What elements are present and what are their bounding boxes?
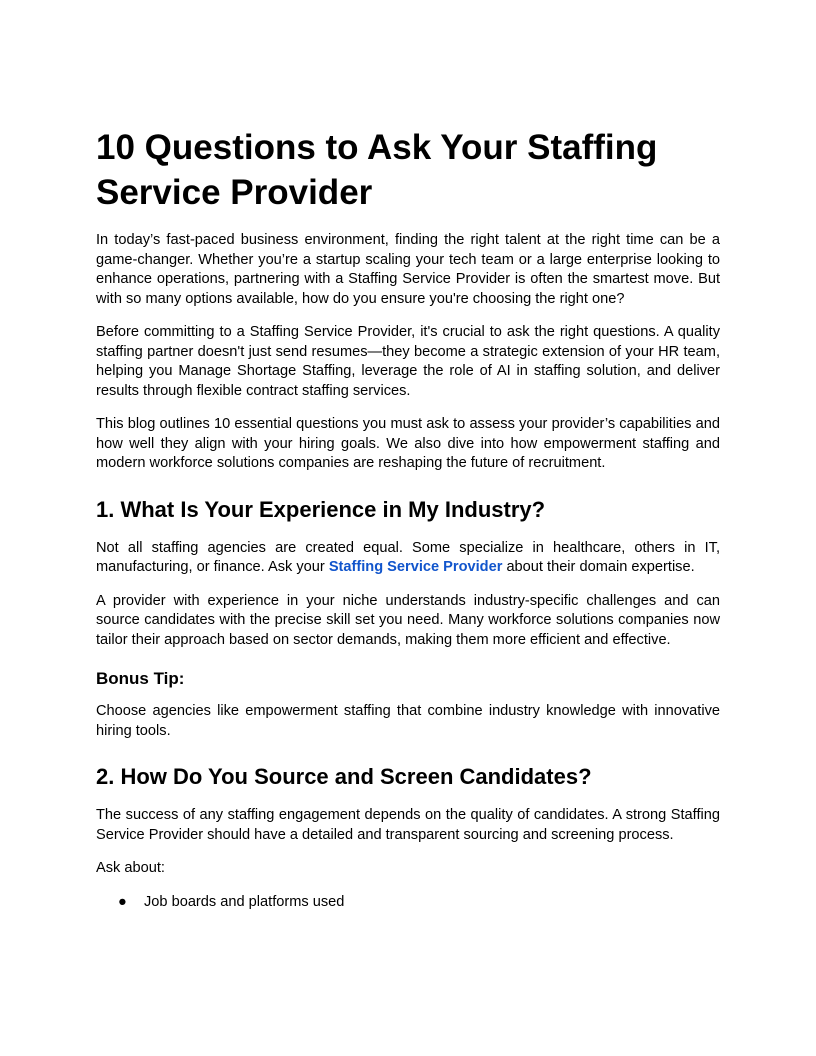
list-item-text: Job boards and platforms used [144,893,345,910]
intro-paragraph-2: Before committing to a Staffing Service Provider, it's crucial to ask the right questions. A quality staffing partner doesn't just send resumes—they become a strategic extension of your HR team, helping you Manage Shortage Staffing, leverage the role of AI in staffing solution, and deliver results through flexible contract staffing services. [96,324,720,399]
staffing-service-provider-link[interactable]: Staffing Service Provider [328,559,503,575]
bonus-tip-heading: Bonus Tip: [96,669,185,688]
section-1-text-before-link: Not all staffing agencies are created equal. Some specialize in healthcare, others in IT, manufacturing, or finance. Ask your [96,539,720,575]
bullet-icon: ● [118,893,127,910]
section-1-text-after-link: about their domain expertise. [502,559,695,575]
document-page [96,125,720,912]
list-item [96,893,720,913]
section-2-paragraph-1: The success of any staffing engagement depends on the quality of candidates. A strong Staffing Service Provider should have a detailed and transparent sourcing and screening process. [96,807,720,843]
page-title: 10 Questions to Ask Your Staffing Service Provider [96,128,658,212]
ask-about-list [96,893,720,913]
section-1-heading: 1. What Is Your Experience in My Industry? [96,496,546,522]
bonus-tip-text: Choose agencies like empowerment staffing that combine industry knowledge with innovative hiring tools. [96,703,720,739]
section-1-paragraph-1 [96,539,720,578]
intro-paragraph-3: This blog outlines 10 essential questions you must ask to assess your provider’s capabilities and how well they align with your hiring goals. We also dive into how empowerment staffing and modern workforce solutions companies are reshaping the future of recruitment. [96,416,720,471]
section-1-paragraph-2: A provider with experience in your niche understands industry-specific challenges and can source candidates with the precise skill set you need. Many workforce solutions companies now tailor their approach based on sector demands, making them more efficient and effective. [96,592,720,648]
section-2-heading: 2. How Do You Source and Screen Candidates? [96,764,592,789]
ask-about-label: Ask about: [96,860,165,876]
intro-paragraph-1: In today’s fast-paced business environment, finding the right talent at the right time can be a game-changer. Whether you’re a startup scaling your tech team or a large enterprise looking to enhance operations, partnering with a Staffing Service Provider is often the smartest move. But with so many options available, how do you ensure you're choosing the right one? [96,232,720,307]
